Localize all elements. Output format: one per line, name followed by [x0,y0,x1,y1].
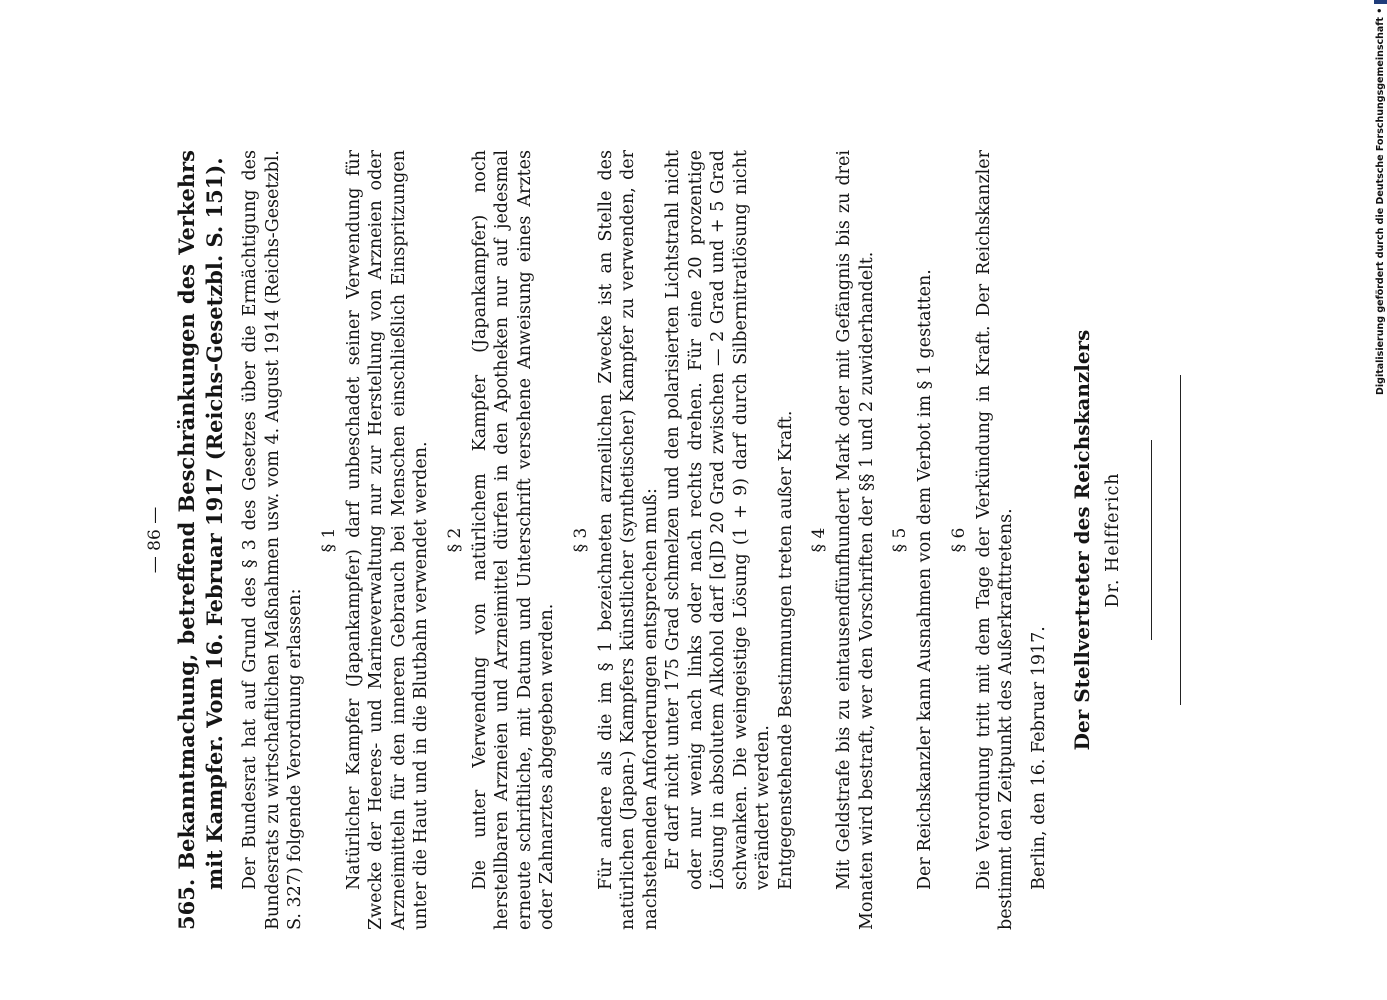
section-paragraph: Natürlicher Kampfer (Japankampfer) darf unbeschadet seiner Verwendung für Zwecke der Heeres- und Marineverwaltung nur zur Herstellung von Arzneien oder Arzneimitteln für den inneren Gebrauch bei Menschen einschließlich Einspritzungen unter die Haut und in die Blutbahn verwendet werden. [343,150,431,930]
section-6 [945,150,1018,930]
section-3 [567,150,798,930]
section-paragraph: Mit Geldstrafe bis zu eintausendfünfhundert Mark oder mit Gefängnis bis zu drei Monaten wird bestraft, wer den Vorschriften der §§ 1 und 2 zuwiderhandelt. [834,150,877,930]
section-paragraph: Die Verordnung tritt mit dem Tage der Verkündung in Kraft. Der Reichskanzler bestimmt den Zeitpunkt des Außerkrafttretens. [973,150,1016,930]
page-number: — 86 — [145,506,165,574]
section-heading: § 1 [318,527,339,553]
section-heading: § 6 [948,527,969,553]
preamble: Der Bundesrat hat auf Grund des § 3 des Gesetzes über die Ermächtigung des Bundesrats zu wirtschaftlichen Maßnahmen usw. vom 4. August 1914 (Reichs-Gesetzbl. S. 327) folgende Verordnung erlassen: [240,150,305,930]
section-heading: § 5 [890,527,910,553]
signature-title: Der Stellvertreter des Reichskanzlers [1070,329,1094,751]
credit-text: Digitalisierung gefördert durch die Deutsche Forschungsgemeinschaft • [1375,7,1386,395]
dateline: Berlin, den 16. Februar 1917. [1028,626,1049,890]
section-4 [805,150,878,930]
divider-rule [1151,440,1152,640]
section-heading: § 2 [444,527,465,553]
page-title: 565. Bekanntmachung, betreffend Beschränkungen des Verkehrs mit Kampfer. Vom 16. Februar 1917 (Reichs-Gesetzbl. S. 151). [174,150,227,930]
digitization-credit [1374,7,1387,395]
section-paragraph: Die unter Verwendung von natürlichem Kampfer (Japankampfer) noch herstellbaren Arzneien und Arzneimittel dürfen in den Apotheken nur auf jedesmal erneute schriftliche, mit Datum und Unterschrift versehene Anweisung eines Arztes oder Zahnarztes abgegeben werden. [469,150,557,930]
section-5 [886,150,937,930]
section-paragraph: Der Reichskanzler kann Ausnahmen von dem Verbot im § 1 gestatten. [915,269,935,890]
document-page [142,150,1212,930]
divider-rule-long [1180,375,1181,705]
section-2 [441,150,559,930]
section-1 [315,150,433,930]
signature-name: Dr. Helfferich [1103,472,1123,608]
section-heading: § 4 [809,527,829,553]
section-paragraph: Für andere als die im § 1 bezeichneten arzneilichen Zwecke ist an Stelle des natürlichen (Japan-) Kampfers künstlicher (synthetischer) Kampfer zu verwenden, der nachstehenden Anforderungen entsprechen muß: [595,150,661,930]
section-subparagraph: Er darf nicht unter 175 Grad schmelzen und den polarisierten Lichtstrahl nicht oder nur wenig nach links oder nach rechts drehen. Für eine 20 prozentige Lösung in absolutem Alkohol darf [α]D 20 Grad zwischen — 2 Grad und + 5 Grad schwanken. Die weingeistige Lösung (1 + 9) darf durch Silbernitratlösung nicht verändert werden. [663,150,773,890]
dfg-logo [1374,0,1387,4]
section-heading: § 3 [570,527,591,553]
section-paragraph: Entgegenstehende Bestimmungen treten außer Kraft. [775,410,796,890]
